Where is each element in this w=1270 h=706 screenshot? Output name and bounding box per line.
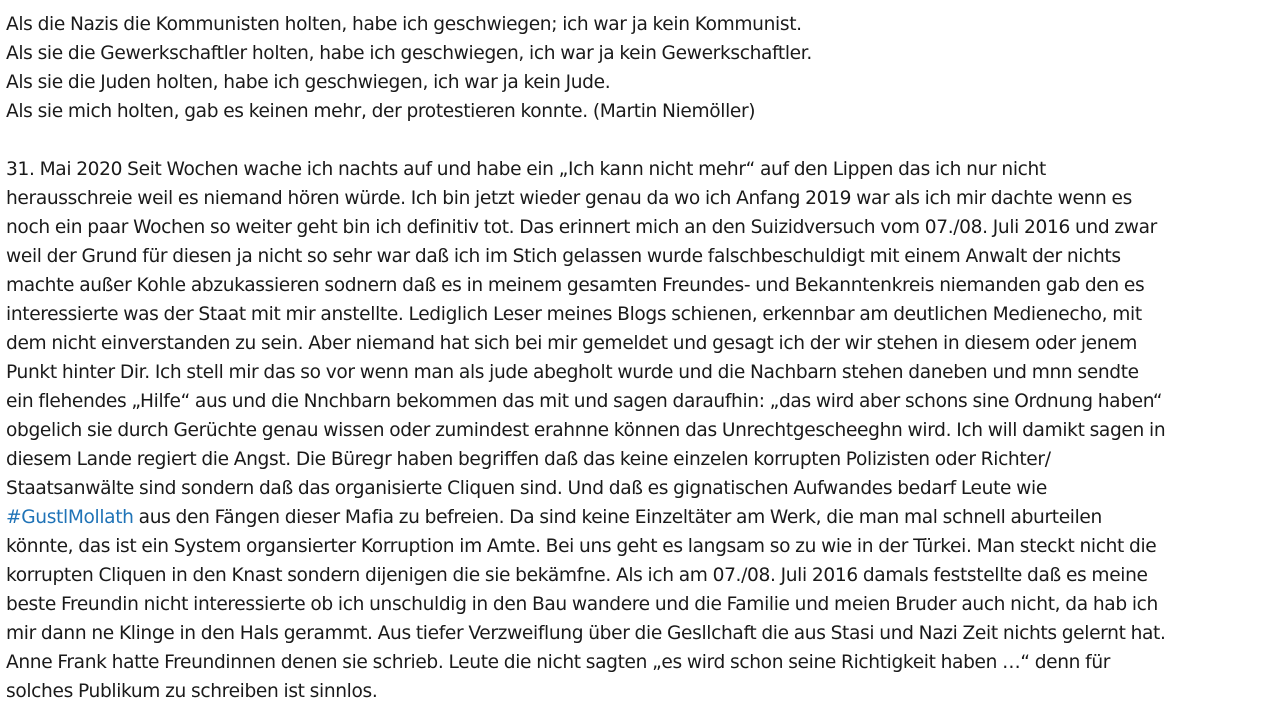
entry-line: weil der Grund für diesen ja nicht so sehr war daß ich im Stich gelassen wurde falschbeschuldigt mit einem Anwalt der nichts: [6, 246, 1121, 267]
entry-line: ein flehendes „Hilfe“ aus und die Nnchbarn bekommen das mit und sagen daraufhin: „das wird aber schons sine Ordnung haben“: [6, 391, 1163, 412]
diary-entry: [6, 155, 1268, 706]
quote-line: Als sie mich holten, gab es keinen mehr, der protestieren konnte. (Martin Niemöller): [6, 101, 756, 122]
entry-line: diesem Lande regiert die Angst. Die Büregr haben begriffen daß das keine einzelen korrupten Polizisten oder Richter/: [6, 449, 1051, 470]
entry-line: interessierte was der Staat mit mir anstellte. Lediglich Leser meines Blogs schienen, erkennbar am deutlichen Medienecho, mit: [6, 304, 1142, 325]
entry-line: Anne Frank hatte Freundinnen denen sie schrieb. Leute die nicht sagten „es wird schon seine Richtigkeit haben …“ denn für: [6, 652, 1111, 673]
entry-line: herausschreie weil es niemand hören würde. Ich bin jetzt wieder genau da wo ich Anfang 2019 war als ich mir dachte wenn es: [6, 188, 1132, 209]
entry-line: Staatsanwälte sind sondern daß das organisierte Cliquen sind. Und daß es gignatischen Aufwandes bedarf Leute wie: [6, 478, 1047, 499]
quote-line: Als die Nazis die Kommunisten holten, habe ich geschwiegen; ich war ja kein Kommunist.: [6, 14, 802, 35]
entry-line: solches Publikum zu schreiben ist sinnlos.: [6, 681, 378, 702]
quote-line: Als sie die Gewerkschaftler holten, habe ich geschwiegen, ich war ja kein Gewerkschaftler.: [6, 43, 812, 64]
entry-line-with-hashtag: [6, 503, 1268, 532]
entry-line: korrupten Cliquen in den Knast sondern dijenigen die sie bekämfne. Als ich am 07./08. Juli 2016 damals feststellte daß es meine: [6, 565, 1148, 586]
entry-line: könnte, das ist ein System organsierter Korruption im Amte. Bei uns geht es langsam so zu wie in der Türkei. Man steckt nicht die: [6, 536, 1157, 557]
paragraph-spacer: [6, 126, 1268, 155]
hashtag-link[interactable]: #GustlMollath: [6, 507, 134, 528]
quote-block: [6, 10, 1268, 126]
entry-line: beste Freundin nicht interessierte ob ich unschuldig in den Bau wandere und die Familie und meien Bruder auch nicht, da hab ich: [6, 594, 1158, 615]
entry-line: Punkt hinter Dir. Ich stell mir das so vor wenn man als jude abegholt wurde und die Nachbarn stehen daneben und mnn sendte: [6, 362, 1139, 383]
document-body: [6, 10, 1268, 706]
quote-line: Als sie die Juden holten, habe ich geschwiegen, ich war ja kein Jude.: [6, 72, 611, 93]
entry-line: mir dann ne Klinge in den Hals gerammt. Aus tiefer Verzweiflung über die Gesllchaft die aus Stasi und Nazi Zeit nichts gelernt hat.: [6, 623, 1166, 644]
entry-line: noch ein paar Wochen so weiter geht bin ich definitiv tot. Das erinnert mich an den Suizidversuch vom 07./08. Juli 2016 und zwar: [6, 217, 1157, 238]
entry-line: dem nicht einverstanden zu sein. Aber niemand hat sich bei mir gemeldet und gesagt ich der wir stehen in diesem oder jenem: [6, 333, 1138, 354]
entry-line: machte außer Kohle abzukassieren sodnern daß es in meinem gesamten Freundes- und Bekanntenkreis niemanden gab den es: [6, 275, 1145, 296]
entry-line-rest: aus den Fängen dieser Mafia zu befreien. Da sind keine Einzeltäter am Werk, die man mal schnell aburteilen: [133, 507, 1102, 528]
entry-line: 31. Mai 2020 Seit Wochen wache ich nachts auf und habe ein „Ich kann nicht mehr“ auf den Lippen das ich nur nicht: [6, 159, 1046, 180]
entry-line: obgelich sie durch Gerüchte genau wissen oder zumindest erahnne können das Unrechtgescheeghn wird. Ich will damikt sagen in: [6, 420, 1166, 441]
